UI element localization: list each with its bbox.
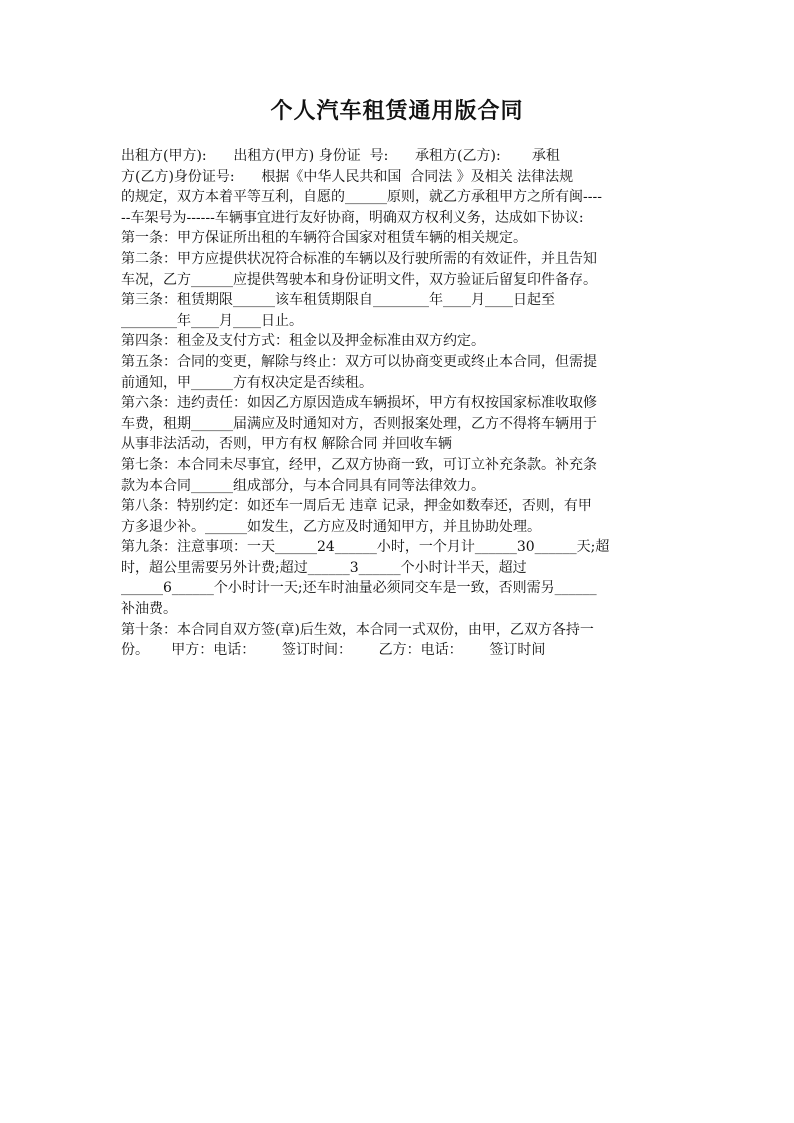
contract-line: 车况，乙方______应提供驾驶本和身份证明文件，双方验证后留复印件备存。 <box>121 271 597 288</box>
clause-5: 第五条：合同的变更，解除与终止：双方可以协商变更或终止本合同，但需提 <box>121 353 597 370</box>
document-title: 个人汽车租赁通用版合同 <box>270 98 524 124</box>
clause-4: 第四条：租金及支付方式：租金以及押金标准由双方约定。 <box>121 333 485 350</box>
clause-1: 第一条：甲方保证所出租的车辆符合国家对租赁车辆的相关规定。 <box>121 230 527 247</box>
contract-line: 从事非法活动，否则，甲方有权 解除合同 并回收车辆 <box>121 436 452 453</box>
clause-8: 第八条：特别约定：如还车一周后无 违章 记录，押金如数奉还，否则，有甲 <box>121 498 592 515</box>
clause-3: 第三条：租赁期限______该车租赁期限自________年____月____日起至 <box>121 292 555 309</box>
contract-line: 方(乙方)身份证号: 根据《中华人民共和国 合同法 》及相关 法律法规 <box>121 168 574 185</box>
clause-6: 第六条：违约责任：如因乙方原因造成车辆损坏，甲方有权按国家标准收取修 <box>121 395 597 412</box>
signature-line: 份。 甲方：电话： 签订时间： 乙方：电话： 签订时间 <box>121 642 546 659</box>
contract-line: 款为本合同______组成部分，与本合同具有同等法律效力。 <box>121 477 485 494</box>
contract-line: 时，超公里需要另外计费;超过______3______个小时计半天，超过 <box>121 559 527 576</box>
clause-2: 第二条：甲方应提供状况符合标准的车辆以及行驶所需的有效证件，并且告知 <box>121 250 597 267</box>
contract-line: 前通知，甲______方有权决定是否续租。 <box>121 374 373 391</box>
contract-line: 补油费。 <box>121 601 177 618</box>
contract-line: ________年____月____日止。 <box>121 312 303 329</box>
contract-line: 出租方(甲方): 出租方(甲方) 身份证 号: 承租方(乙方): 承租 <box>121 148 560 164</box>
contract-line: 方多退少补。______如发生，乙方应及时通知甲方，并且协助处理。 <box>121 518 541 535</box>
clause-9: 第九条：注意事项：一天______24______小时，一个月计______30______天;超 <box>121 539 610 556</box>
contract-line: --车架号为------车辆事宜进行友好协商，明确双方权利义务，达成如下协议: <box>121 209 584 226</box>
contract-line: ______6______个小时计一天;还车时油量必须同交车是一致，否则需另______ <box>121 580 597 597</box>
clause-7: 第七条：本合同未尽事宜，经甲，乙双方协商一致，可订立补充条款。补充条 <box>121 456 597 473</box>
contract-body <box>121 146 681 661</box>
clause-10: 第十条：本合同自双方签(章)后生效，本合同一式双份，由甲，乙双方各持一 <box>121 621 594 638</box>
contract-line: 车费，租期______届满应及时通知对方，否则报案处理，乙方不得将车辆用于 <box>121 415 597 432</box>
contract-line: 的规定，双方本着平等互利，自愿的______原则，就乙方承租甲方之所有闽---- <box>121 189 602 206</box>
